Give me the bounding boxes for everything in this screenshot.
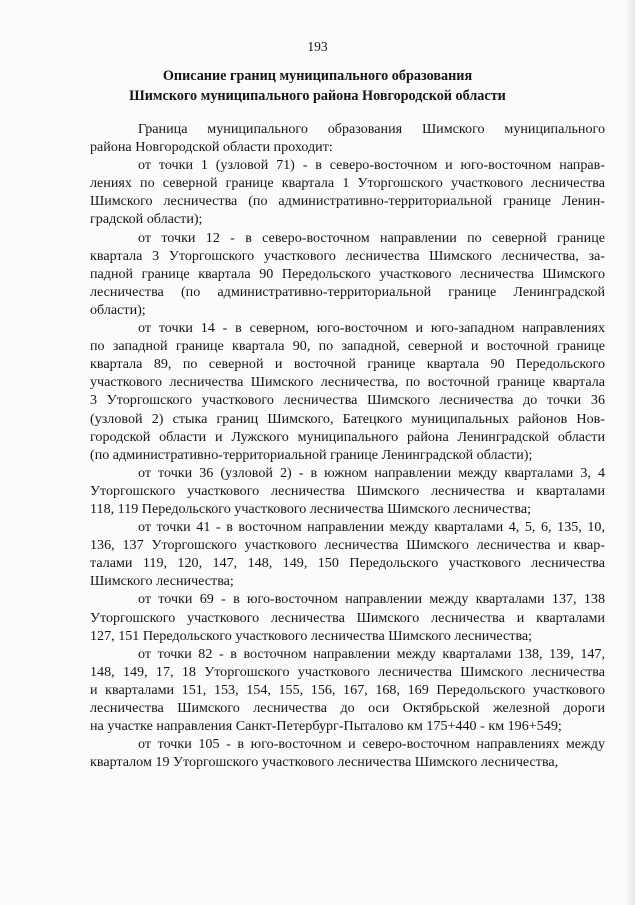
paragraph (90, 156, 605, 228)
paragraph (90, 464, 605, 518)
paragraph-line: лесничества Шимского лесничества до оси Октябрьской железной дороги (90, 700, 605, 716)
paragraph-line: участкового лесничества Шимского лесничества, по восточной границе квартала (90, 374, 605, 391)
paragraph-line: от точки 82 - в восточном направлении между кварталами 138, 139, 147, (138, 645, 605, 662)
paragraph-line: лесничества (по административно-территориальной границе Ленинградской (90, 283, 605, 300)
paragraph-line: от точки 105 - в юго-восточном и северо-восточном направлениях между (138, 736, 605, 753)
paragraph-line: области); (90, 301, 146, 318)
paragraph-line: городской области и Лужского муниципального района Ленинградской области (90, 428, 605, 445)
paragraph (90, 518, 605, 590)
paragraph-line: Уторгошского участкового лесничества Шимского лесничества и кварталами (90, 609, 605, 626)
paragraph-line: от точки 12 - в северо-восточном направлении по северной границе (138, 229, 605, 246)
title-line-1: Описание границ муниципального образования (162, 68, 473, 84)
page-edge-shadow (625, 0, 635, 905)
paragraph-line: квартала 3 Уторгошского участкового лесничества Шимского лесничества, за- (90, 247, 605, 264)
paragraph-line: 127, 151 Передольского участкового лесничества Шимского лесничества; (90, 627, 533, 644)
paragraph-line: (узловой 2) стыка границ Шимского, Батецкого муниципальных районов Нов- (90, 410, 605, 427)
paragraph-line: 3 Уторгошского участкового лесничества Шимского лесничества до точки 36 (90, 392, 605, 409)
paragraph-line: квартала 89, по северной и восточной границе квартала 90 Передольского (90, 356, 605, 373)
paragraph (90, 735, 605, 771)
paragraph-line: от точки 36 (узловой 2) - в южном направлении между кварталами 3, 4 (138, 464, 605, 481)
paragraph (90, 229, 605, 319)
paragraph-line: по западной границе квартала 90, по западной, северной и восточной границе (90, 338, 605, 355)
paragraph-line: от точки 69 - в юго-восточном направлении между кварталами 137, 138 (138, 591, 605, 608)
paragraph-line: 118, 119 Передольского участкового лесничества Шимского лесничества; (90, 500, 532, 517)
paragraph-line: кварталом 19 Уторгошского участкового лесничества Шимского лесничества, (90, 754, 559, 771)
paragraph-line: Граница муниципального образования Шимского муниципального (138, 121, 605, 137)
title-line-2: Шимского муниципального района Новгородской области (129, 88, 506, 104)
paragraph (90, 590, 605, 644)
paragraph-line: 148, 149, 17, 18 Уторгошского участкового лесничества Шимского лесничества (90, 663, 605, 680)
paragraph-line: градской области); (90, 211, 203, 228)
paragraph-line: района Новгородской области проходит: (90, 139, 333, 156)
paragraph-line: от точки 41 - в восточном направлении между кварталами 4, 5, 6, 135, 10, (138, 519, 605, 536)
paragraph-line: на участке направления Санкт-Петербург-Пыталово км 175+440 - км 196+549; (90, 718, 562, 735)
paragraph-line: 136, 137 Уторгошского участкового лесничества Шимского лесничества и квар- (90, 537, 605, 554)
paragraph-line: Шимского лесничества (по административно-территориальной границе Ленин- (90, 193, 605, 210)
paragraph-line: от точки 14 - в северном, юго-восточном и юго-западном направлениях (138, 320, 605, 337)
paragraph-line: (по административно-территориальной границе Ленинградской области); (90, 446, 533, 463)
paragraph-line: Уторгошского участкового лесничества Шимского лесничества и кварталами (90, 482, 605, 499)
paragraph (90, 645, 605, 735)
paragraph-line: и кварталами 151, 153, 154, 155, 156, 167, 168, 169 Передольского участкового (90, 681, 605, 698)
document-title (60, 66, 575, 106)
paragraph (90, 120, 605, 156)
paragraph-line: лениях по северной границе квартала 1 Уторгошского участкового лесничества (90, 175, 605, 192)
page-number: 193 (307, 39, 328, 54)
paragraph (90, 319, 605, 464)
document-body (90, 120, 605, 771)
paragraph-line: талами 119, 120, 147, 148, 149, 150 Передольского участкового лесничества (90, 555, 605, 572)
paragraph-line: Шимского лесничества; (90, 573, 234, 590)
paragraph-line: падной границе квартала 90 Передольского участкового лесничества Шимского (90, 265, 605, 282)
paragraph-line: от точки 1 (узловой 71) - в северо-восточном и юго-восточном направ- (138, 157, 605, 174)
